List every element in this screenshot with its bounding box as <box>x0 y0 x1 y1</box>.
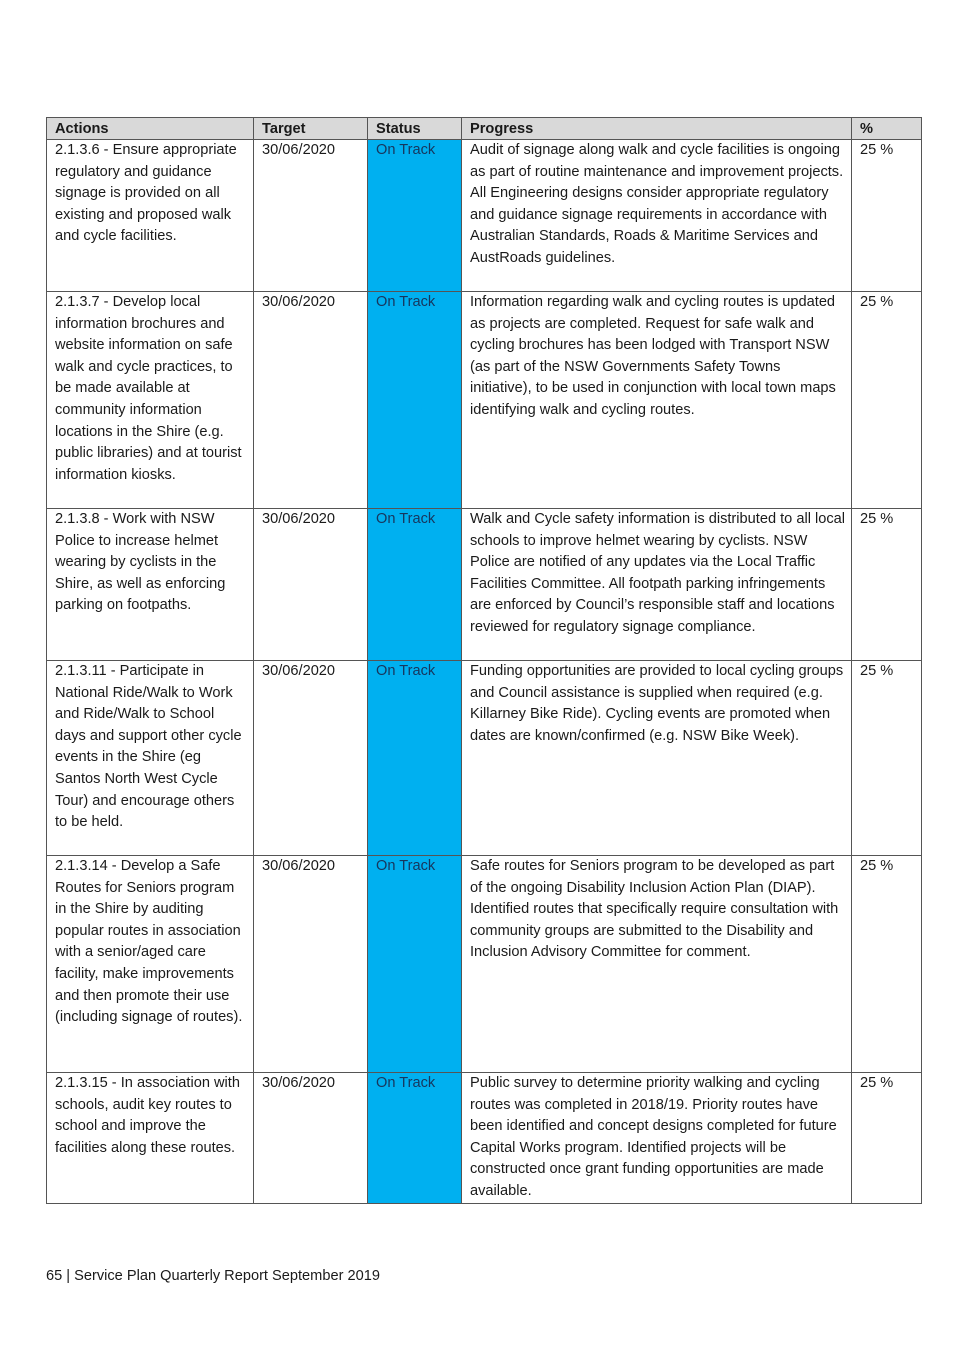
header-progress: Progress <box>462 118 852 140</box>
table-row <box>47 661 922 856</box>
status-badge: On Track <box>368 140 462 292</box>
action-cell: 2.1.3.14 - Develop a Safe Routes for Seniors program in the Shire by auditing popular routes in association with a senior/aged care facility, make improvements and then promote their use (including signage of routes). <box>47 856 254 1073</box>
table-row <box>47 1073 922 1204</box>
progress-cell: Audit of signage along walk and cycle facilities is ongoing as part of routine maintenance and improvement projects. All Engineering designs consider appropriate regulatory and guidance signage requirements in accordance with Australian Standards, Roads & Maritime Services and AustRoads guidelines. <box>462 140 852 292</box>
action-cell: 2.1.3.15 - In association with schools, audit key routes to school and improve the facilities along these routes. <box>47 1073 254 1204</box>
action-cell: 2.1.3.11 - Participate in National Ride/Walk to Work and Ride/Walk to School days and support other cycle events in the Shire (eg Santos North West Cycle Tour) and encourage others to be held. <box>47 661 254 856</box>
status-badge: On Track <box>368 856 462 1073</box>
table-row <box>47 292 922 509</box>
target-date: 30/06/2020 <box>254 509 368 661</box>
target-date: 30/06/2020 <box>254 1073 368 1204</box>
table-header-row <box>47 118 922 140</box>
progress-cell: Safe routes for Seniors program to be developed as part of the ongoing Disability Inclusion Action Plan (DIAP). Identified routes that specifically require consultation with community groups are submitted to the Disability and Inclusion Advisory Committee for comment. <box>462 856 852 1073</box>
status-badge: On Track <box>368 292 462 509</box>
progress-cell: Information regarding walk and cycling routes is updated as projects are completed. Request for safe walk and cycling brochures has been lodged with Transport NSW (as part of the NSW Governments Safety Towns initiative), to be used in conjunction with local town maps identifying walk and cycling routes. <box>462 292 852 509</box>
target-date: 30/06/2020 <box>254 292 368 509</box>
target-date: 30/06/2020 <box>254 856 368 1073</box>
action-cell: 2.1.3.8 - Work with NSW Police to increase helmet wearing by cyclists in the Shire, as well as enforcing parking on footpaths. <box>47 509 254 661</box>
header-percent: % <box>852 118 922 140</box>
progress-cell: Walk and Cycle safety information is distributed to all local schools to improve helmet wearing by cyclists. NSW Police are notified of any updates via the Local Traffic Facilities Committee. All footpath parking infringements are enforced by Council’s responsible staff and locations reviewed for regulatory signage compliance. <box>462 509 852 661</box>
status-badge: On Track <box>368 661 462 856</box>
table-row <box>47 140 922 292</box>
action-cell: 2.1.3.6 - Ensure appropriate regulatory and guidance signage is provided on all existing and proposed walk and cycle facilities. <box>47 140 254 292</box>
percent-cell: 25 % <box>852 661 922 856</box>
percent-cell: 25 % <box>852 509 922 661</box>
table-row <box>47 509 922 661</box>
header-target: Target <box>254 118 368 140</box>
table-row <box>47 856 922 1073</box>
percent-cell: 25 % <box>852 856 922 1073</box>
actions-table <box>46 117 922 1204</box>
header-status: Status <box>368 118 462 140</box>
target-date: 30/06/2020 <box>254 140 368 292</box>
percent-cell: 25 % <box>852 1073 922 1204</box>
target-date: 30/06/2020 <box>254 661 368 856</box>
progress-cell: Public survey to determine priority walking and cycling routes was completed in 2018/19. Priority routes have been identified and concept designs completed for future Capital Works program. Identified projects will be constructed once grant funding opportunities are made available. <box>462 1073 852 1204</box>
page-footer: 65 | Service Plan Quarterly Report September 2019 <box>46 1268 380 1284</box>
progress-cell: Funding opportunities are provided to local cycling groups and Council assistance is supplied when required (e.g. Killarney Bike Ride). Cycling events are promoted when dates are known/confirmed (e.g. NSW Bike Week). <box>462 661 852 856</box>
percent-cell: 25 % <box>852 292 922 509</box>
status-badge: On Track <box>368 509 462 661</box>
status-badge: On Track <box>368 1073 462 1204</box>
header-actions: Actions <box>47 118 254 140</box>
action-cell: 2.1.3.7 - Develop local information brochures and website information on safe walk and cycle practices, to be made available at community information locations in the Shire (e.g. public libraries) and at tourist information kiosks. <box>47 292 254 509</box>
percent-cell: 25 % <box>852 140 922 292</box>
